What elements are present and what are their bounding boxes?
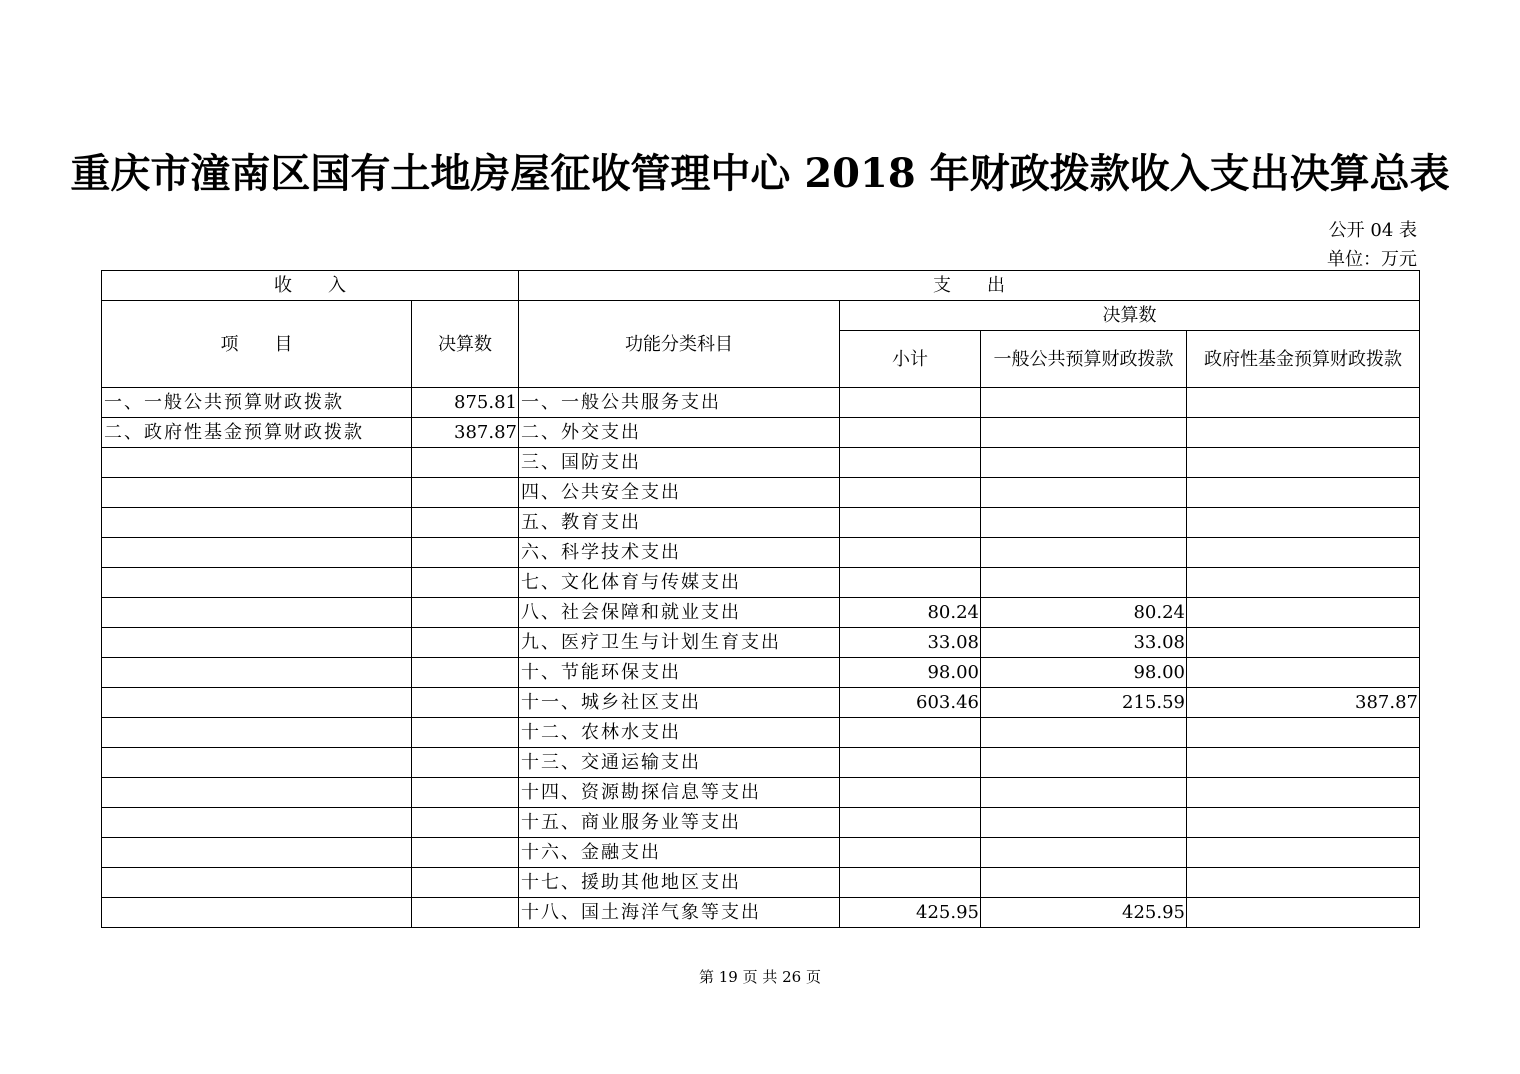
income-amount-cell	[412, 808, 519, 838]
expense-item-cell: 一、一般公共服务支出	[519, 388, 840, 418]
income-amount-cell	[412, 838, 519, 868]
income-item-cell	[102, 658, 412, 688]
income-item-cell	[102, 778, 412, 808]
fund-budget-cell	[1187, 568, 1420, 598]
expense-item-cell: 四、公共安全支出	[519, 478, 840, 508]
table-body	[102, 271, 1420, 928]
table-row	[102, 748, 1420, 778]
table-row	[102, 508, 1420, 538]
subtotal-cell	[840, 868, 981, 898]
fund-budget-cell	[1187, 718, 1420, 748]
subtotal-cell	[840, 418, 981, 448]
subtotal-cell	[840, 568, 981, 598]
functional-category-header: 功能分类科目	[519, 301, 840, 388]
general-budget-cell: 425.95	[981, 898, 1187, 928]
table-row	[102, 418, 1420, 448]
unit-label: 单位：万元	[1327, 249, 1417, 270]
subtotal-cell	[840, 778, 981, 808]
document-title: 重庆市潼南区国有土地房屋征收管理中心 2018 年财政拨款收入支出决算总表	[70, 150, 1450, 197]
income-amount-cell	[412, 778, 519, 808]
general-budget-cell	[981, 448, 1187, 478]
general-budget-cell: 215.59	[981, 688, 1187, 718]
page-footer: 第 19 页 共 26 页	[698, 968, 821, 986]
expense-item-cell: 十一、城乡社区支出	[519, 688, 840, 718]
subtotal-cell	[840, 448, 981, 478]
expense-item-cell: 十二、农林水支出	[519, 718, 840, 748]
income-item-cell	[102, 808, 412, 838]
income-item-cell	[102, 448, 412, 478]
income-amount-cell	[412, 538, 519, 568]
fund-budget-cell	[1187, 508, 1420, 538]
general-budget-cell	[981, 718, 1187, 748]
subtotal-cell	[840, 478, 981, 508]
subtotal-cell: 33.08	[840, 628, 981, 658]
fund-budget-cell	[1187, 418, 1420, 448]
general-budget-cell	[981, 478, 1187, 508]
income-item-cell: 二、政府性基金预算财政拨款	[102, 418, 412, 448]
subtotal-cell: 425.95	[840, 898, 981, 928]
expense-item-cell: 七、文化体育与传媒支出	[519, 568, 840, 598]
income-amount-cell	[412, 868, 519, 898]
general-budget-header: 一般公共预算财政拨款	[981, 331, 1187, 388]
table-row	[102, 778, 1420, 808]
item-header: 项 目	[102, 301, 412, 388]
income-header: 收 入	[102, 271, 519, 301]
income-item-cell	[102, 568, 412, 598]
income-item-cell	[102, 538, 412, 568]
expense-item-cell: 十、节能环保支出	[519, 658, 840, 688]
income-amount-cell	[412, 598, 519, 628]
income-amount-cell	[412, 628, 519, 658]
income-item-cell	[102, 628, 412, 658]
subtotal-cell	[840, 748, 981, 778]
income-amount-cell	[412, 658, 519, 688]
income-amount-cell	[412, 448, 519, 478]
income-item-cell	[102, 748, 412, 778]
table-row	[102, 718, 1420, 748]
subtotal-cell	[840, 508, 981, 538]
fund-budget-cell	[1187, 388, 1420, 418]
fund-budget-cell: 387.87	[1187, 688, 1420, 718]
subtotal-cell	[840, 838, 981, 868]
general-budget-cell: 80.24	[981, 598, 1187, 628]
subtotal-cell	[840, 808, 981, 838]
fund-budget-cell	[1187, 778, 1420, 808]
income-item-cell	[102, 508, 412, 538]
table-row	[102, 598, 1420, 628]
general-budget-cell	[981, 748, 1187, 778]
income-item-cell	[102, 718, 412, 748]
table-row	[102, 898, 1420, 928]
general-budget-cell	[981, 418, 1187, 448]
general-budget-cell	[981, 838, 1187, 868]
expense-item-cell: 十七、援助其他地区支出	[519, 868, 840, 898]
table-row	[102, 538, 1420, 568]
general-budget-cell	[981, 778, 1187, 808]
income-item-cell: 一、一般公共预算财政拨款	[102, 388, 412, 418]
table-row	[102, 568, 1420, 598]
income-amount-cell	[412, 748, 519, 778]
income-item-cell	[102, 868, 412, 898]
income-amount-cell	[412, 478, 519, 508]
subtotal-header: 小计	[840, 331, 981, 388]
final-amount-group-header: 决算数	[840, 301, 1420, 331]
fund-budget-cell	[1187, 868, 1420, 898]
general-budget-cell	[981, 538, 1187, 568]
fund-budget-cell	[1187, 628, 1420, 658]
table-row	[102, 868, 1420, 898]
fund-budget-cell	[1187, 658, 1420, 688]
table-row	[102, 688, 1420, 718]
fund-budget-cell	[1187, 478, 1420, 508]
general-budget-cell	[981, 388, 1187, 418]
expense-item-cell: 十六、金融支出	[519, 838, 840, 868]
expense-item-cell: 三、国防支出	[519, 448, 840, 478]
general-budget-cell	[981, 808, 1187, 838]
table-row	[102, 478, 1420, 508]
general-budget-cell: 98.00	[981, 658, 1187, 688]
expense-item-cell: 二、外交支出	[519, 418, 840, 448]
form-number: 公开 04 表	[1328, 220, 1417, 241]
income-item-cell	[102, 478, 412, 508]
table-row	[102, 658, 1420, 688]
fund-budget-cell	[1187, 538, 1420, 568]
expense-item-cell: 十四、资源勘探信息等支出	[519, 778, 840, 808]
income-amount-cell	[412, 718, 519, 748]
expense-header: 支 出	[519, 271, 1420, 301]
subtotal-cell: 80.24	[840, 598, 981, 628]
header-row-1	[102, 271, 1420, 301]
income-amount-cell	[412, 898, 519, 928]
general-budget-cell: 33.08	[981, 628, 1187, 658]
income-amount-cell	[412, 688, 519, 718]
income-item-cell	[102, 598, 412, 628]
income-amount-cell	[412, 568, 519, 598]
subtotal-cell	[840, 538, 981, 568]
subtotal-cell: 603.46	[840, 688, 981, 718]
expense-item-cell: 九、医疗卫生与计划生育支出	[519, 628, 840, 658]
income-item-cell	[102, 898, 412, 928]
general-budget-cell	[981, 868, 1187, 898]
income-amount-cell	[412, 508, 519, 538]
fund-budget-cell	[1187, 838, 1420, 868]
general-budget-cell	[981, 508, 1187, 538]
expense-item-cell: 十八、国土海洋气象等支出	[519, 898, 840, 928]
general-budget-cell	[981, 568, 1187, 598]
table-row	[102, 448, 1420, 478]
subtotal-cell: 98.00	[840, 658, 981, 688]
final-amount-header: 决算数	[412, 301, 519, 388]
table-row	[102, 628, 1420, 658]
subtotal-cell	[840, 718, 981, 748]
expense-item-cell: 六、科学技术支出	[519, 538, 840, 568]
expense-item-cell: 十五、商业服务业等支出	[519, 808, 840, 838]
expense-item-cell: 五、教育支出	[519, 508, 840, 538]
fund-budget-header: 政府性基金预算财政拨款	[1187, 331, 1420, 388]
table-row	[102, 388, 1420, 418]
fund-budget-cell	[1187, 598, 1420, 628]
fund-budget-cell	[1187, 448, 1420, 478]
income-item-cell	[102, 838, 412, 868]
subtotal-cell	[840, 388, 981, 418]
fund-budget-cell	[1187, 748, 1420, 778]
income-item-cell	[102, 688, 412, 718]
income-amount-cell: 387.87	[412, 418, 519, 448]
income-amount-cell: 875.81	[412, 388, 519, 418]
table-row	[102, 808, 1420, 838]
expense-item-cell: 十三、交通运输支出	[519, 748, 840, 778]
fund-budget-cell	[1187, 898, 1420, 928]
table-row	[102, 838, 1420, 868]
fund-budget-cell	[1187, 808, 1420, 838]
expense-item-cell: 八、社会保障和就业支出	[519, 598, 840, 628]
header-row-2	[102, 301, 1420, 331]
budget-summary-table	[101, 270, 1420, 928]
